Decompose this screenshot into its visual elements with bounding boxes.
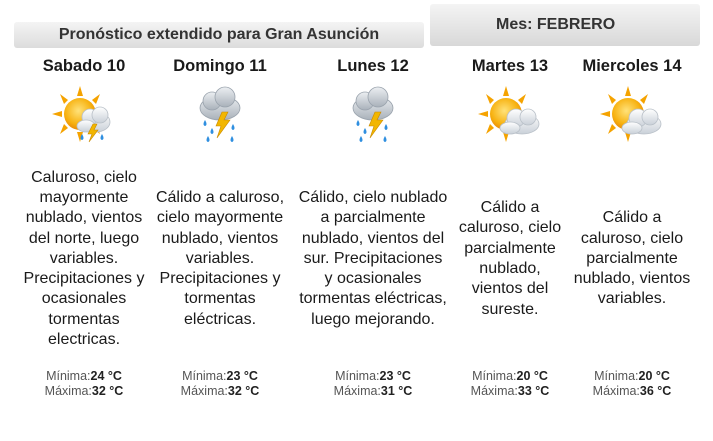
min-label: Mínima:: [472, 369, 517, 383]
day-name: Lunes 12: [337, 57, 409, 75]
temperature-range: [593, 369, 672, 399]
sun-clouds-icon: [478, 84, 542, 148]
cloud-rain-lightning-icon: [341, 84, 405, 148]
month-label: Mes:: [496, 16, 537, 33]
min-value: 24 °C: [90, 369, 122, 383]
max-label: Máxima:: [333, 384, 381, 398]
forecast-day-sabado: [14, 54, 154, 434]
sun-clouds-icon: [600, 84, 664, 148]
temperature-range: [181, 369, 260, 399]
max-label: Máxima:: [470, 384, 518, 398]
cloud-rain-lightning-icon: [188, 84, 252, 148]
day-name: Domingo 11: [173, 57, 267, 75]
month-value: FEBRERO: [536, 16, 616, 33]
min-value: 20 °C: [638, 369, 670, 383]
temperature-range: [334, 369, 413, 399]
day-description: Caluroso, cielo mayormente nublado, vientos del norte, luego variables. Precipitaciones y ocasionales tormentas electricas.: [23, 168, 145, 349]
max-value: 36 °C: [639, 384, 672, 398]
day-description: Cálido a caluroso, cielo parcialmente nublado, vientos variables.: [573, 209, 691, 308]
max-label: Máxima:: [44, 384, 92, 398]
max-value: 32 °C: [227, 384, 260, 398]
day-name: Miercoles 14: [582, 57, 682, 75]
min-value: 23 °C: [226, 369, 258, 383]
sun-clouds-storm-icon: [52, 84, 116, 148]
day-name: Martes 13: [471, 57, 549, 75]
forecast-day-lunes: [298, 54, 448, 434]
day-name: Sabado 10: [42, 57, 126, 75]
min-value: 20 °C: [516, 369, 548, 383]
max-label: Máxima:: [180, 384, 228, 398]
temperature-range: [45, 369, 124, 399]
day-description: Cálido a caluroso, cielo mayormente nublado, vientos variables. Precipitaciones y tormentas eléctricas.: [155, 188, 285, 328]
forecast-title: Pronóstico extendido para Gran Asunción: [14, 22, 424, 48]
forecast-day-miercoles: [568, 54, 696, 434]
max-value: 33 °C: [517, 384, 550, 398]
max-value: 31 °C: [380, 384, 413, 398]
month-header: [430, 4, 700, 46]
min-value: 23 °C: [379, 369, 411, 383]
min-label: Mínima:: [46, 369, 91, 383]
min-label: Mínima:: [182, 369, 227, 383]
day-description: Cálido a caluroso, cielo parcialmente nublado, vientos del sureste.: [458, 199, 562, 318]
min-label: Mínima:: [594, 369, 639, 383]
day-description: Cálido, cielo nublado a parcialmente nublado, vientos del sur. Precipitaciones y ocasionales tormentas eléctricas, luego mejorando.: [298, 188, 448, 328]
max-label: Máxima:: [592, 384, 640, 398]
temperature-range: [471, 369, 550, 399]
forecast-day-martes: [455, 54, 565, 434]
max-value: 32 °C: [91, 384, 124, 398]
min-label: Mínima:: [335, 369, 380, 383]
forecast-day-domingo: [150, 54, 290, 434]
